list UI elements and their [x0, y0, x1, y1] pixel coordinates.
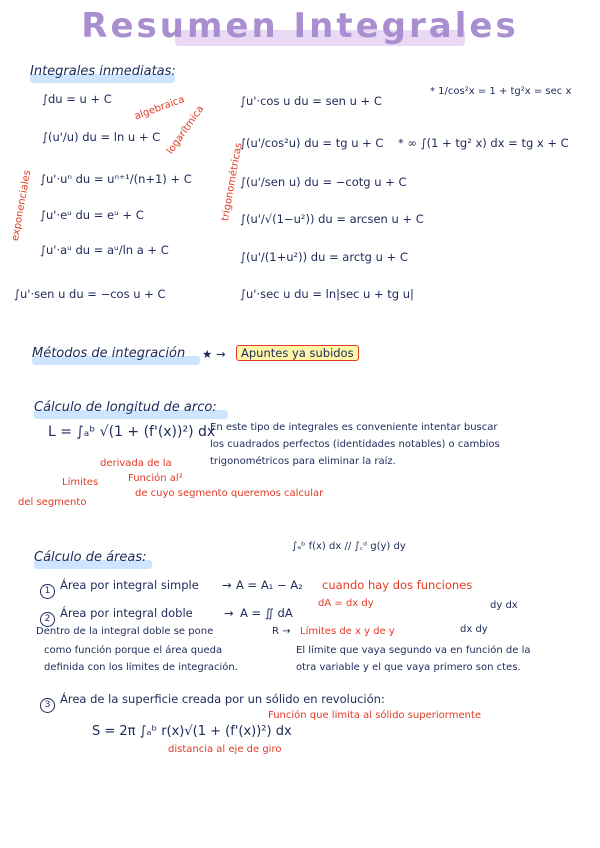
number-1: 1: [40, 584, 55, 599]
arc-text-1: En este tipo de integrales es conveniente intentar buscar: [210, 422, 498, 433]
area-item-2: [40, 606, 55, 627]
area-item-2-label: Área por integral doble: [60, 606, 193, 620]
formula-arcsen: ∫(u'/√(1−u²)) du = arcsen u + C: [240, 212, 424, 226]
formula-arc-length: L = ∫ₐᵇ √(1 + (f'(x))²) dx: [48, 424, 216, 440]
area-item-2-r: R →: [272, 626, 291, 637]
area-item-3-label: Área de la superficie creada por un sólido en revolución:: [60, 692, 385, 706]
heading-areas: Cálculo de áreas:: [34, 550, 147, 565]
label-algebraica: algebraica: [133, 94, 187, 123]
formula-cos: ∫u'·cos u du = sen u + C: [240, 94, 382, 108]
arrow-icon: →: [224, 606, 234, 620]
arrow-icon: →: [222, 578, 232, 592]
arc-limites: Límites: [62, 477, 99, 488]
formula-arctg: ∫(u'/(1+u²)) du = arctg u + C: [240, 250, 408, 264]
area-item-3-formula: S = 2π ∫ₐᵇ r(x)√(1 + (f'(x))²) dx: [92, 724, 292, 739]
area-item-2-text-1: Dentro de la integral doble se pone: [36, 626, 214, 637]
area-item-2-da: dA = dx dy: [318, 598, 374, 609]
formula-tg-alt: * ∞ ∫(1 + tg² x) dx = tg x + C: [398, 136, 569, 150]
areas-top-formula: ∫ₐᵇ f(x) dx // ∫꜀ᵈ g(y) dy: [292, 541, 406, 552]
area-item-2-text-2: como función porque el área queda: [44, 645, 223, 656]
number-2: 2: [40, 612, 55, 627]
formula-sen: ∫u'·sen u du = −cos u + C: [14, 287, 166, 301]
area-item-3-red-1: Función que limita al sólido superiormente: [268, 710, 482, 721]
note-identity: * 1/cos²x = 1 + tg²x = sec x: [430, 86, 572, 97]
area-item-1-label: Área por integral simple: [60, 578, 199, 592]
arc-seguimiento: de cuyo segmento queremos calcular: [135, 488, 324, 499]
area-item-1-note: cuando hay dos funciones: [322, 578, 473, 592]
area-item-3: [40, 692, 55, 713]
label-trigonometricas: trigonométricas: [220, 141, 245, 222]
formula-exp-a: ∫u'·aᵘ du = aᵘ/ln a + C: [40, 243, 169, 257]
star-arrow: ★ →: [202, 347, 226, 361]
arc-text-3: trigonométricos para eliminar la raíz.: [210, 456, 396, 467]
arc-funcion: Función al²: [128, 473, 183, 484]
formula-sec: ∫u'·sec u du = ln|sec u + tg u|: [240, 287, 414, 301]
heading-metodos: Métodos de integración: [32, 346, 186, 361]
area-item-1: [40, 578, 55, 599]
label-logaritmica: logarítmica: [165, 103, 207, 157]
area-item-2-formula: A = ∬ dA: [240, 606, 293, 620]
area-item-2-dxdy: dx dy: [460, 624, 488, 635]
area-item-2-text-3: definida con los límites de integración.: [44, 662, 238, 673]
heading-arco: Cálculo de longitud de arco:: [34, 400, 217, 415]
formula-power: ∫u'·uⁿ du = uⁿ⁺¹/(n+1) + C: [40, 172, 192, 186]
area-item-2-text-4: El límite que vaya segundo va en función de la: [296, 645, 531, 656]
formula-du: ∫du = u + C: [42, 92, 112, 106]
arc-del-segmento: del segmento: [18, 497, 87, 508]
area-item-2-limites: Límites de x y de y: [300, 626, 395, 637]
formula-ln: ∫(u'/u) du = ln u + C: [42, 130, 161, 144]
area-item-1-formula: A = A₁ − A₂: [236, 578, 303, 592]
area-item-2-dydx: dy dx: [490, 600, 518, 611]
area-item-2-text-5: otra variable y el que vaya primero son ctes.: [296, 662, 521, 673]
number-3: 3: [40, 698, 55, 713]
label-exponenciales: exponenciales: [10, 169, 34, 242]
arc-text-2: los cuadrados perfectos (identidades notables) o cambios: [210, 439, 500, 450]
page-title: Resumen Integrales: [81, 6, 519, 46]
arc-derivada: derivada de la: [100, 458, 172, 469]
area-item-3-red-2: distancia al eje de giro: [168, 744, 282, 755]
formula-exp-e: ∫u'·eᵘ du = eᵘ + C: [40, 208, 144, 222]
heading-inmediatas: Integrales inmediatas:: [30, 64, 176, 79]
formula-tg: ∫(u'/cos²u) du = tg u + C: [240, 136, 384, 150]
apuntes-link[interactable]: Apuntes ya subidos: [236, 345, 359, 361]
formula-cotg: ∫(u'/sen u) du = −cotg u + C: [240, 175, 407, 189]
